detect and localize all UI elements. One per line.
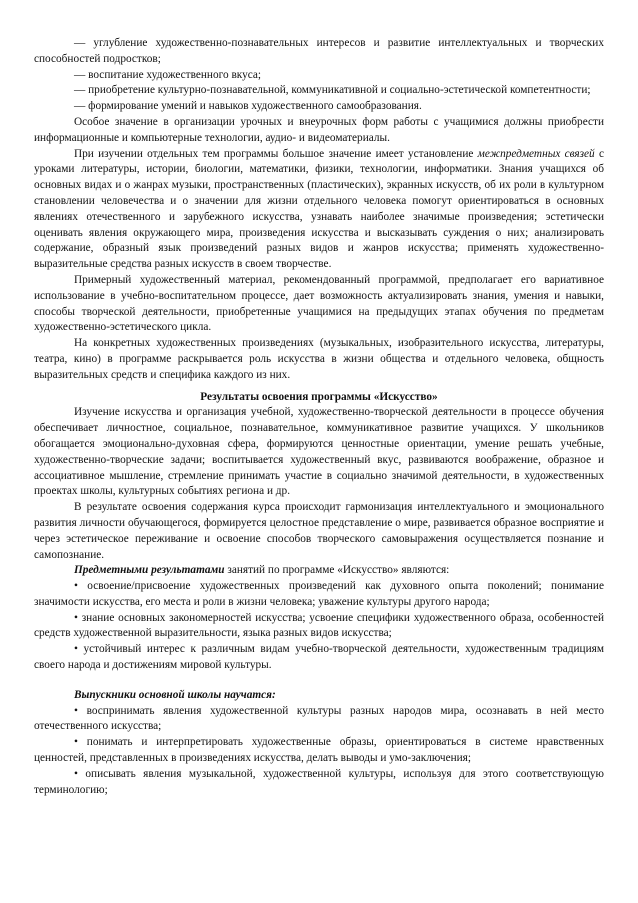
section-heading-results: Результаты освоения программы «Искусство» [200,390,438,403]
paragraph-interdisciplinary [34,147,604,273]
list-item-result: • освоение/присвоение художественных произведений как духовного опыта поколений; понимание значимости искусства, его места и роли в жизни человека; уважение культуры другого народа; [34,580,604,608]
list-item-result: • устойчивый интерес к различным видам учебно-творческой деятельности, художественным традициям своего народа и достижениям мировой культуры. [34,643,604,672]
paragraph-material: Примерный художественный материал, рекомендованный программой, предполагает его вариативное использование в учебно-воспитательном процессе, дает возможность актуализировать знания, умения и навыки, способы творческой деятельности, приобретенные учащимися на предыдущих этапах обучения по предметам художественно-эстетического цикла. [34,273,604,334]
paragraph-technologies: Особое значение в организации урочных и внеурочных форм работы с учащимися должны приобрести информационные и компьютерные технологии, аудио- и видеоматериалы. [34,115,604,144]
subject-results-rest: занятий по программе «Искусство» являются: [224,564,450,577]
paragraph-study: Изучение искусства и организация учебной, художественно-творческой деятельности в процессе обучения обеспечивает личностное, социальное, познавательное, коммуникативное развитие учащихся. У школьников обогащается эмоционально-духовная сфера, формируются ценностные ориентации, умение решать учебные, художественно-творческие задачи; воспитывается художественный вкус, развиваются воображение, образное и ассоциативное мышление, стремление принимать участие в социально значимой деятельности, в художественных проектах школы, культурных событиях региона и др. [34,406,604,498]
list-item-skill: • воспринимать явления художественной культуры разных народов мира, осознавать в ней место отечественного искусства; [34,704,604,733]
paragraph-goal-self-education: — формирование умений и навыков художественного самообразования. [74,100,422,113]
paragraph-goal-taste: — воспитание художественного вкуса; [74,68,262,81]
paragraph-harmonization: В результате освоения содержания курса происходит гармонизация интеллектуального и эмоционального развития личности обучающегося, формируется целостное представление о мире, развивается образное восприятие и через эстетическое переживание и освоение способов творческого самовыражения осуществляется познание и самопознание. [34,501,604,561]
paragraph-works: На конкретных художественных произведениях (музыкальных, изобразительного искусства, литературы, театра, кино) в программе раскрывается роль искусства в жизни общества и отдельного человека, общность выразительных средств и специфика каждого из них. [34,337,604,381]
interdisciplinary-links-term: межпредметных связей [477,147,595,160]
subject-results-term: Предметными результатами [74,564,225,577]
list-item-result: • знание основных закономерностей искусства; усвоение специфики художественного образа, особенностей средств художественной выразительности, языка разных видов искусства; [34,611,604,640]
paragraph-goal-competence: — приобретение культурно-познавательной, коммуникативной и социально-эстетической компетентности; [74,84,591,97]
paragraph-interdisciplinary-start: При изучении отдельных тем программы большое значение имеет установление [74,147,478,160]
list-item-skill: • понимать и интерпретировать художественные образы, ориентироваться в системе нравственных ценностей, представленных в произведениях искусства, делать выводы и умо-заключения; [34,736,604,765]
paragraph-interdisciplinary-rest: с уроками литературы, истории, биологии, математики, физики, технологии, информатики. Знания учащихся об основных видах и о жанрах музыки, пространственных (пластических), экранных искусств, об их роли в культурном становлении человечества и о значении для жизни отдельного человека помогут ориентироваться в основных явлениях отечественного и зарубежного искусства, узнавать наиболее значимые произведения; эстетически оценивать явления окружающего мира, произведения искусства и высказывать суждения о них; анализировать содержание, образный язык произведений разных видов и жанров искусства; применять художественно-выразительные средства разных искусств в своем творчестве. [34,147,604,271]
section-heading-graduates [34,688,604,704]
paragraph-subject-results [34,563,604,579]
graduates-heading-text: Выпускники основной школы научатся: [74,688,276,701]
paragraph-goal-interests: — углубление художественно-познавательных интересов и развитие интеллектуальных и творческих способностей подростков; [34,37,604,65]
list-item-skill: • описывать явления музыкальной, художественной культуры, используя для этого соответствующую терминологию; [34,767,604,796]
spacer [34,674,604,688]
